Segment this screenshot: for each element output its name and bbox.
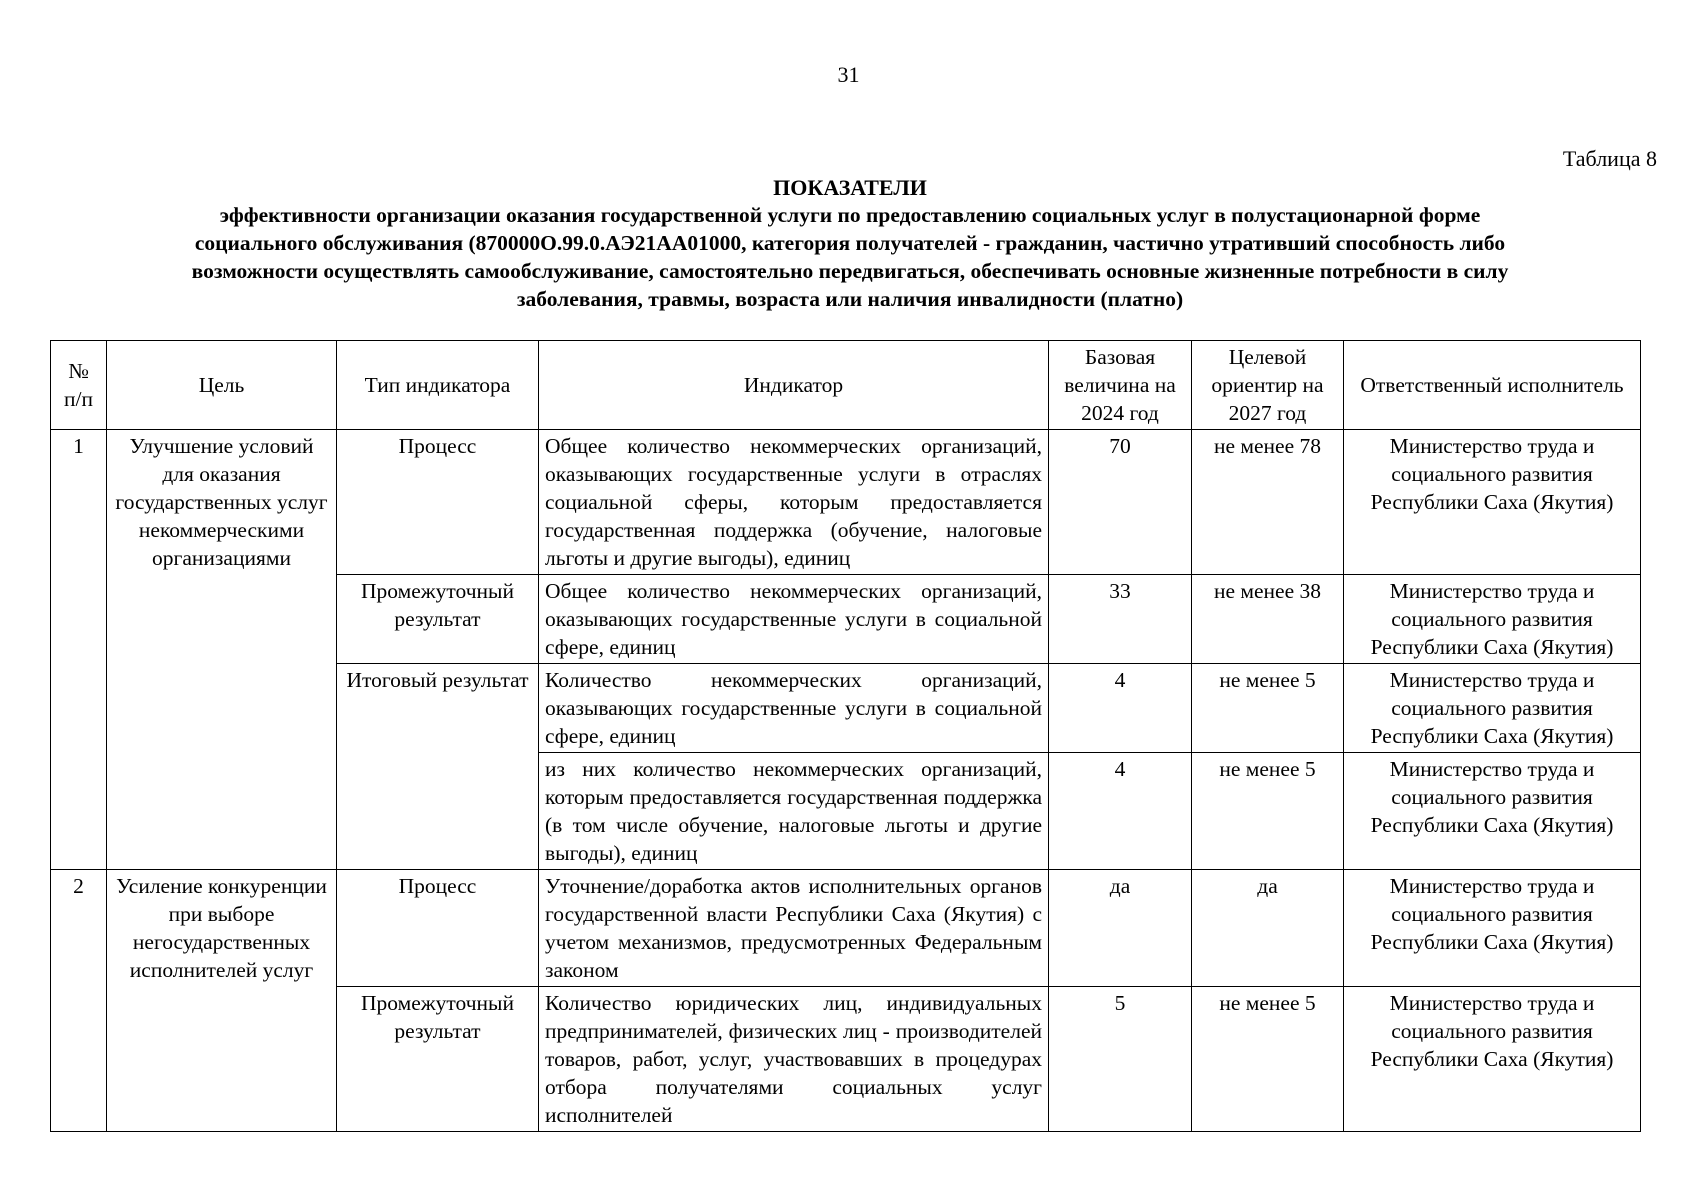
table-row <box>51 430 1641 575</box>
cell-target: не менее 5 <box>1192 753 1344 870</box>
cell-executor: Министерство труда и социального развития Республики Саха (Якутия) <box>1344 664 1641 753</box>
cell-indicator: Общее количество некоммерческих организаций, оказывающих государственные услуги в социальной сфере, единиц <box>539 575 1049 664</box>
header-indicator: Индикатор <box>539 341 1049 430</box>
cell-executor: Министерство труда и социального развития Республики Саха (Якутия) <box>1344 753 1641 870</box>
cell-goal: Улучшение условий для оказания государственных услуг некоммерческими организациями <box>107 430 337 870</box>
cell-executor: Министерство труда и социального развития Республики Саха (Якутия) <box>1344 430 1641 575</box>
table-label: Таблица 8 <box>1562 146 1657 171</box>
cell-indicator: Количество некоммерческих организаций, оказывающих государственные услуги в социальной сфере, единиц <box>539 664 1049 753</box>
indicators-table <box>50 340 1641 1132</box>
cell-target: не менее 38 <box>1192 575 1344 664</box>
cell-type: Процесс <box>337 870 539 987</box>
cell-indicator: Уточнение/доработка актов исполнительных органов государственной власти Республики Саха (Якутия) с учетом механизмов, предусмотренных Федеральным законом <box>539 870 1049 987</box>
cell-goal: Усиление конкуренции при выборе негосударственных исполнителей услуг <box>107 870 337 1132</box>
header-num: № п/п <box>51 341 107 430</box>
cell-base: 70 <box>1049 430 1192 575</box>
header-goal: Цель <box>107 341 337 430</box>
header-base: Базовая величина на 2024 год <box>1049 341 1192 430</box>
cell-type: Процесс <box>337 430 539 575</box>
cell-base: 4 <box>1049 753 1192 870</box>
cell-target: не менее 5 <box>1192 987 1344 1132</box>
page-number: 31 <box>837 62 860 87</box>
table-header-row <box>51 341 1641 430</box>
cell-indicator: Общее количество некоммерческих организаций, оказывающих государственные услуги в отраслях социальной сферы, которым предоставляется государственная поддержка (обучение, налоговые льготы и другие выгоды), единиц <box>539 430 1049 575</box>
header-type: Тип индикатора <box>337 341 539 430</box>
cell-base: 5 <box>1049 987 1192 1132</box>
document-title: ПОКАЗАТЕЛИ <box>773 175 927 200</box>
table-row <box>51 870 1641 987</box>
cell-base: 33 <box>1049 575 1192 664</box>
cell-executor: Министерство труда и социального развития Республики Саха (Якутия) <box>1344 987 1641 1132</box>
cell-num: 1 <box>51 430 107 870</box>
cell-num: 2 <box>51 870 107 1132</box>
cell-base: да <box>1049 870 1192 987</box>
cell-executor: Министерство труда и социального развития Республики Саха (Якутия) <box>1344 575 1641 664</box>
cell-base: 4 <box>1049 664 1192 753</box>
cell-target: не менее 5 <box>1192 664 1344 753</box>
cell-indicator: из них количество некоммерческих организаций, которым предоставляется государственная поддержка (в том числе обучение, налоговые льготы и другие выгоды), единиц <box>539 753 1049 870</box>
document-subtitle: эффективности организации оказания государственной услуги по предоставлению социальных услуг в полустационарной форме социального обслуживания (870000О.99.0.АЭ21АА01000, категория получателей - гражданин, частично утративший способность либо возможности осуществлять самообслуживание, самостоятельно передвигаться, обеспечивать основные жизненные потребности в силу заболевания, травмы, возраста или наличия инвалидности (платно) <box>191 203 1509 311</box>
cell-indicator: Количество юридических лиц, индивидуальных предпринимателей, физических лиц - производителей товаров, работ, услуг, участвовавших в процедурах отбора получателями социальных услуг исполнителей <box>539 987 1049 1132</box>
cell-type: Итоговый результат <box>337 664 539 870</box>
header-target: Целевой ориентир на 2027 год <box>1192 341 1344 430</box>
cell-type: Промежуточный результат <box>337 575 539 664</box>
cell-target: да <box>1192 870 1344 987</box>
cell-target: не менее 78 <box>1192 430 1344 575</box>
cell-executor: Министерство труда и социального развития Республики Саха (Якутия) <box>1344 870 1641 987</box>
cell-type: Промежуточный результат <box>337 987 539 1132</box>
header-executor: Ответственный исполнитель <box>1344 341 1641 430</box>
